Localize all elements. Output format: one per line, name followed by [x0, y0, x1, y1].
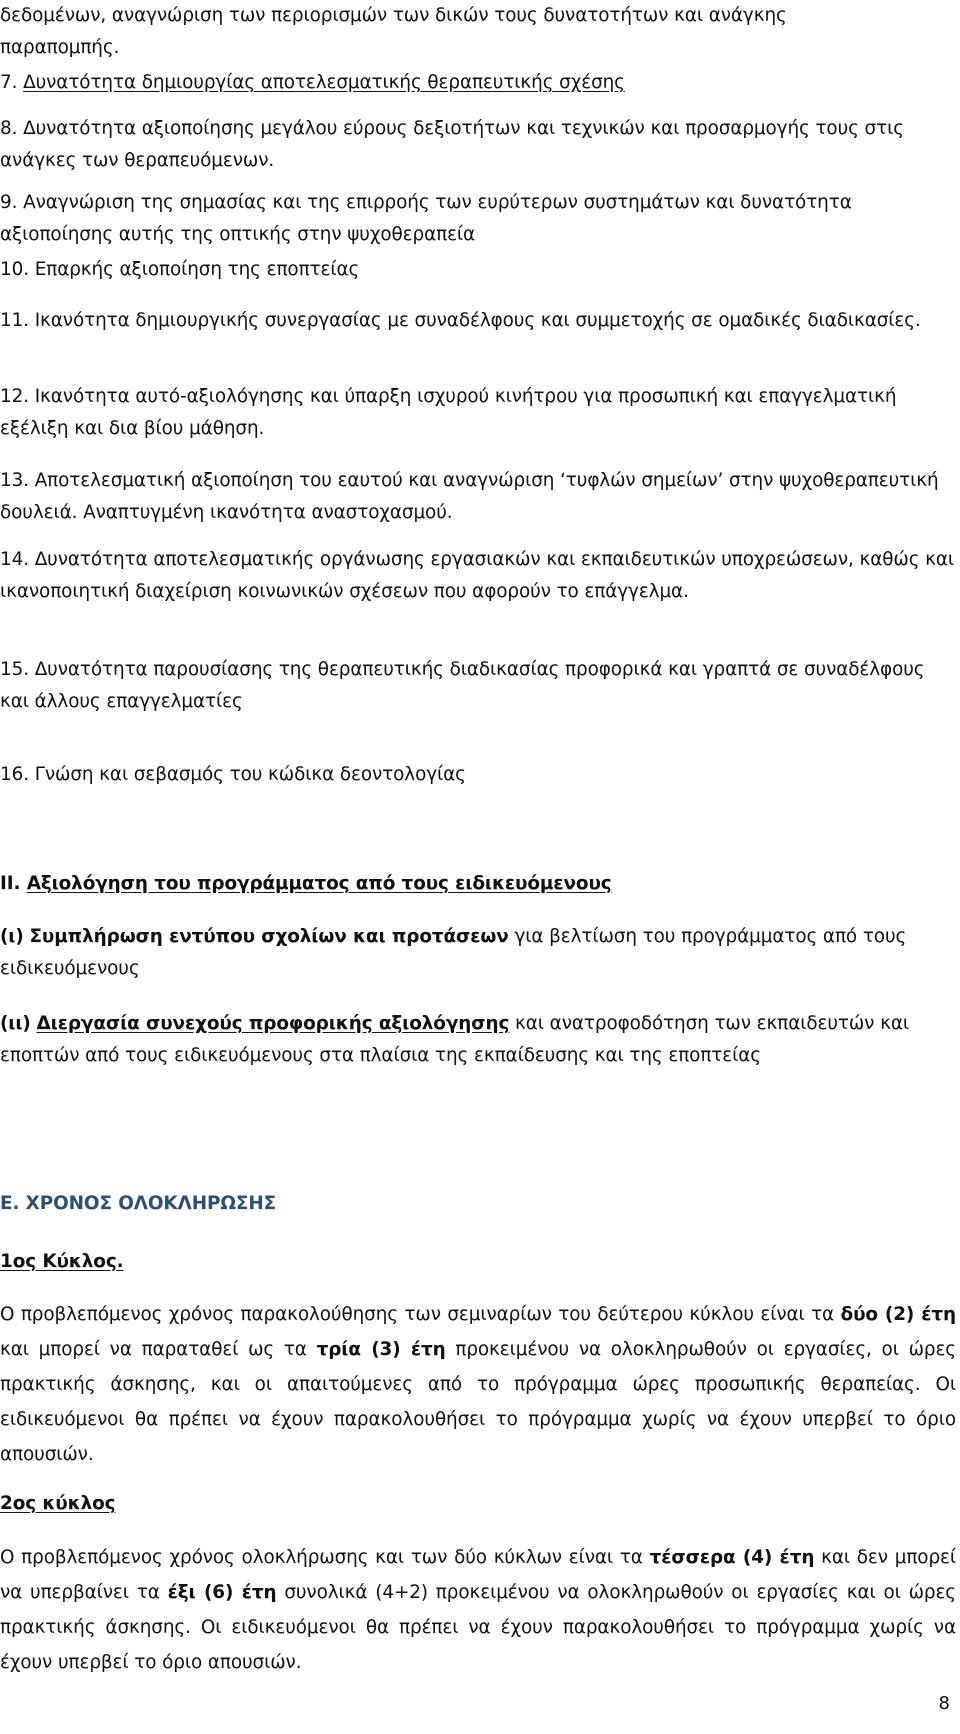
cycle-1-heading: 1ος Κύκλος.: [0, 1251, 124, 1272]
list-item-7: [0, 67, 956, 99]
carryover-line-2: παραπομπής.: [0, 37, 120, 58]
section-ii-number: ΙΙ.: [0, 873, 21, 894]
list-item-number: 13.: [0, 470, 29, 491]
list-item-text: Δυνατότητα αποτελεσματικής οργάνωσης εργασιακών και εκπαιδευτικών υποχρεώσεων, καθώς και ικανοποιητική διαχείριση κοινωνικών σχέσεων που αφορούν το επάγγελμα.: [0, 549, 955, 602]
cycle-2-max-duration: έξι (6) έτη: [167, 1582, 277, 1603]
section-e-heading: Ε. ΧΡΟΝΟΣ ΟΛΟΚΛΗΡΩΣΗΣ: [0, 1193, 277, 1214]
list-item-number: 15.: [0, 659, 29, 680]
section-ii-title: Αξιολόγηση του προγράμματος από τους ειδικευόμενους: [26, 873, 612, 894]
section-ii-item-2: [0, 1008, 956, 1072]
cycle-2-duration: τέσσερα (4) έτη: [649, 1547, 815, 1568]
list-item-text: Δυνατότητα παρουσίασης της θεραπευτικής διαδικασίας προφορικά και γραπτά σε συναδέλφους και άλλους επαγγελματίες: [0, 659, 925, 712]
section-ii-item-1-label: (ι): [0, 926, 24, 947]
cycle-2-paragraph: [0, 1540, 956, 1680]
list-item-12: [0, 381, 956, 445]
cycle-2-text-2: και δεν μπορεί να υπερβαίνει τα: [0, 1547, 956, 1603]
cycle-1-text-2: και μπορεί να παραταθεί ως τα: [0, 1339, 317, 1360]
list-item-text: Αναγνώριση της σημασίας και της επιρροής των ευρύτερων συστημάτων και δυνατότητα αξιοποίησης αυτής της οπτικής στην ψυχοθεραπεία: [0, 192, 852, 245]
section-ii-item-2-rest: και ανατροφοδότηση των εκπαιδευτών και εποπτών από τους ειδικευόμενους στα πλαίσια της εκπαίδευσης και της εποπτείας: [0, 1013, 909, 1066]
list-item-13: [0, 465, 956, 529]
list-item-number: 7.: [0, 72, 18, 93]
cycle-2-text-3: συνολικά (4+2) προκειμένου να ολοκληρωθούν οι εργασίες και οι ώρες πρακτικής άσκησης. Οι ειδικευόμενοι θα πρέπει να έχουν παρακολουθήσει το πρόγραμμα χωρίς να έχουν υπερβεί το όριο απουσιών.: [0, 1582, 957, 1673]
list-item-text: Γνώση και σεβασμός του κώδικα δεοντολογίας: [34, 764, 466, 785]
list-item-number: 9.: [0, 192, 18, 213]
cycle-1-text-3: προκειμένου να ολοκληρωθούν οι εργασίες, οι ώρες πρακτικής άσκησης, και οι απαιτούμενες από το πρόγραμμα ώρες προσωπικής θεραπείας. Οι ειδικευόμενοι θα πρέπει να έχουν παρακολουθήσει το πρόγραμμα χωρίς να έχουν υπερβεί το όριο απουσιών.: [0, 1339, 956, 1465]
cycle-1-paragraph: [0, 1297, 956, 1472]
list-item-number: 12.: [0, 386, 29, 407]
list-item-10: [0, 254, 956, 286]
cycle-2-text-1: Ο προβλεπόμενος χρόνος ολοκλήρωσης και των δύο κύκλων είναι τα: [0, 1547, 650, 1568]
list-item-14: [0, 544, 956, 608]
carryover-paragraph: [0, 0, 956, 64]
cycle-1-max-duration: τρία (3) έτη: [316, 1339, 446, 1360]
section-ii-item-1-rest: για βελτίωση του προγράμματος από τους ειδικευόμενους: [0, 926, 907, 979]
list-item-15: [0, 654, 956, 718]
section-ii-item-1-bold: Συμπλήρωση εντύπου σχολίων και προτάσεων: [29, 926, 509, 947]
section-ii-item-2-label: (ιι): [0, 1013, 31, 1034]
list-item-16: [0, 759, 956, 791]
carryover-line-1: δεδομένων, αναγνώριση των περιορισμών των δικών τους δυνατοτήτων και ανάγκης: [0, 5, 787, 26]
list-item-number: 11.: [0, 310, 29, 331]
list-item-text: Δυνατότητα αξιοποίησης μεγάλου εύρους δεξιοτήτων και τεχνικών και προσαρμογής τους στις ανάγκες των θεραπευόμενων.: [0, 118, 904, 171]
page-number: 8: [938, 1693, 950, 1714]
list-item-number: 16.: [0, 764, 29, 785]
section-ii-item-2-bold: Διεργασία συνεχούς προφορικής αξιολόγησης: [36, 1013, 510, 1034]
list-item-text: Αποτελεσματική αξιοποίηση του εαυτού και αναγνώριση ‘τυφλών σημείων’ στην ψυχοθεραπευτική δουλειά. Αναπτυγμένη ικανότητα αναστοχασμού.: [0, 470, 939, 523]
cycle-1-duration: δύο (2) έτη: [840, 1304, 956, 1325]
list-item-number: 10.: [0, 259, 29, 280]
list-item-text: Δυνατότητα δημιουργίας αποτελεσματικής θεραπευτικής σχέσης: [23, 72, 625, 93]
list-item-8: [0, 113, 956, 177]
list-item-text: Ικανότητα αυτό-αξιολόγησης και ύπαρξη ισχυρού κινήτρου για προσωπική και επαγγελματική εξέλιξη και δια βίου μάθηση.: [0, 386, 897, 439]
list-item-number: 14.: [0, 549, 29, 570]
list-item-9: [0, 187, 956, 251]
cycle-2-heading: 2ος κύκλος: [0, 1493, 116, 1514]
section-ii-heading: [0, 868, 956, 900]
section-ii-item-1: [0, 921, 956, 985]
list-item-11: [0, 305, 956, 337]
list-item-number: 8.: [0, 118, 18, 139]
list-item-text: Επαρκής αξιοποίηση της εποπτείας: [34, 259, 360, 280]
cycle-1-text-1: Ο προβλεπόμενος χρόνος παρακολούθησης των σεμιναρίων του δεύτερου κύκλου είναι τα: [0, 1304, 841, 1325]
list-item-text: Ικανότητα δημιουργικής συνεργασίας με συναδέλφους και συμμετοχής σε ομαδικές διαδικασίες.: [34, 310, 921, 331]
